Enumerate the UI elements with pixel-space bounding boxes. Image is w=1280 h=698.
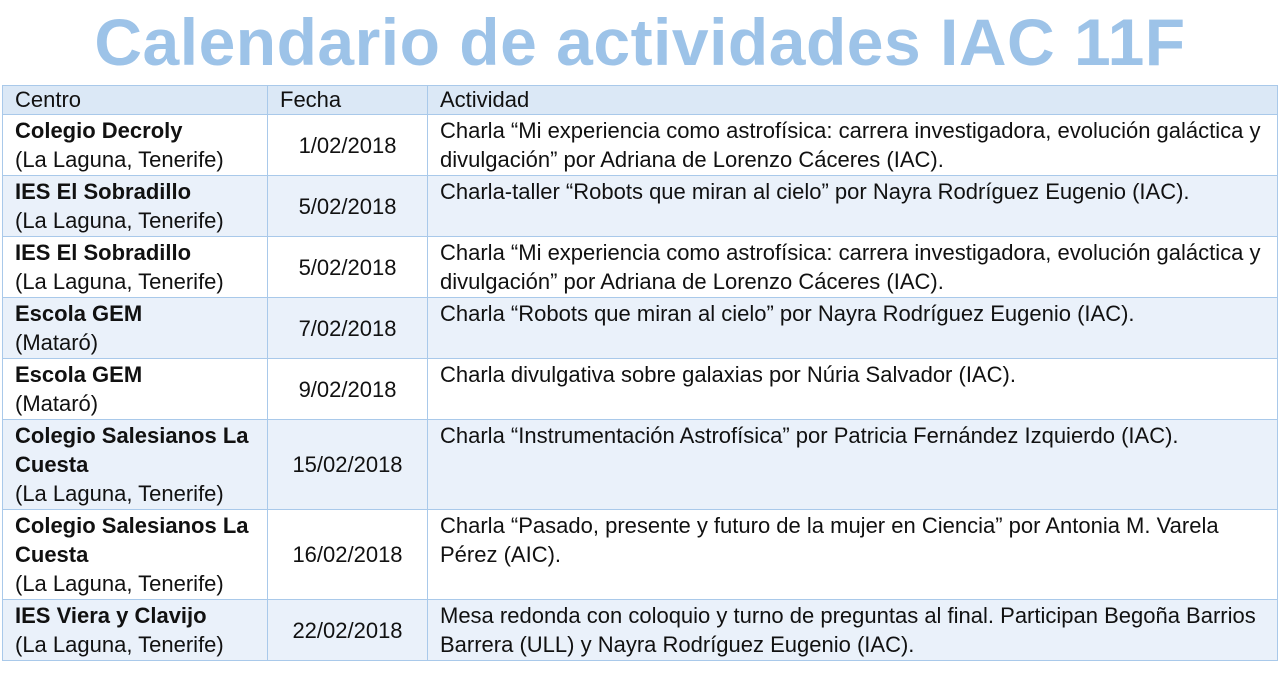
centro-cell <box>3 115 268 176</box>
centro-cell <box>3 237 268 298</box>
fecha-cell: 5/02/2018 <box>268 176 428 237</box>
centro-name: Colegio Decroly <box>15 118 183 143</box>
centro-location: (La Laguna, Tenerife) <box>15 632 224 657</box>
column-header-centro: Centro <box>3 86 268 115</box>
centro-name: Escola GEM <box>15 362 143 387</box>
actividad-cell: Charla “Pasado, presente y futuro de la mujer en Ciencia” por Antonia M. Varela Pérez (AIC). <box>428 510 1278 600</box>
table-row <box>3 237 1278 298</box>
centro-location: (La Laguna, Tenerife) <box>15 208 224 233</box>
centro-cell <box>3 176 268 237</box>
table-row <box>3 298 1278 359</box>
fecha-cell: 9/02/2018 <box>268 359 428 420</box>
actividad-cell: Charla “Mi experiencia como astrofísica: carrera investigadora, evolución galáctica y divulgación” por Adriana de Lorenzo Cáceres (IAC). <box>428 115 1278 176</box>
centro-cell <box>3 600 268 661</box>
table-row <box>3 600 1278 661</box>
centro-location: (La Laguna, Tenerife) <box>15 481 224 506</box>
actividad-cell: Charla “Mi experiencia como astrofísica: carrera investigadora, evolución galáctica y divulgación” por Adriana de Lorenzo Cáceres (IAC). <box>428 237 1278 298</box>
fecha-cell: 16/02/2018 <box>268 510 428 600</box>
centro-location: (Mataró) <box>15 391 99 416</box>
actividad-cell: Mesa redonda con coloquio y turno de preguntas al final. Participan Begoña Barrios Barrera (ULL) y Nayra Rodríguez Eugenio (IAC). <box>428 600 1278 661</box>
fecha-cell: 22/02/2018 <box>268 600 428 661</box>
centro-name: Colegio Salesianos La Cuesta <box>15 423 249 477</box>
centro-name: Escola GEM <box>15 301 143 326</box>
fecha-cell: 1/02/2018 <box>268 115 428 176</box>
actividad-cell: Charla “Robots que miran al cielo” por Nayra Rodríguez Eugenio (IAC). <box>428 298 1278 359</box>
column-header-fecha: Fecha <box>268 86 428 115</box>
centro-name: IES El Sobradillo <box>15 240 192 265</box>
column-header-actividad: Actividad <box>428 86 1278 115</box>
actividad-cell: Charla divulgativa sobre galaxias por Núria Salvador (IAC). <box>428 359 1278 420</box>
table-row <box>3 359 1278 420</box>
table-row <box>3 115 1278 176</box>
centro-location: (Mataró) <box>15 330 99 355</box>
table-row <box>3 176 1278 237</box>
table-row <box>3 510 1278 600</box>
table-row <box>3 420 1278 510</box>
centro-cell <box>3 510 268 600</box>
actividad-cell: Charla “Instrumentación Astrofísica” por Patricia Fernández Izquierdo (IAC). <box>428 420 1278 510</box>
table-header-row <box>3 86 1278 115</box>
centro-cell <box>3 420 268 510</box>
centro-location: (La Laguna, Tenerife) <box>15 269 224 294</box>
centro-cell <box>3 298 268 359</box>
centro-cell <box>3 359 268 420</box>
centro-location: (La Laguna, Tenerife) <box>15 147 224 172</box>
fecha-cell: 7/02/2018 <box>268 298 428 359</box>
centro-name: IES Viera y Clavijo <box>15 603 207 628</box>
activities-table <box>2 85 1278 661</box>
centro-name: Colegio Salesianos La Cuesta <box>15 513 249 567</box>
actividad-cell: Charla-taller “Robots que miran al cielo” por Nayra Rodríguez Eugenio (IAC). <box>428 176 1278 237</box>
page-title: Calendario de actividades IAC 11F <box>94 5 1186 79</box>
centro-name: IES El Sobradillo <box>15 179 192 204</box>
centro-location: (La Laguna, Tenerife) <box>15 571 224 596</box>
fecha-cell: 5/02/2018 <box>268 237 428 298</box>
fecha-cell: 15/02/2018 <box>268 420 428 510</box>
